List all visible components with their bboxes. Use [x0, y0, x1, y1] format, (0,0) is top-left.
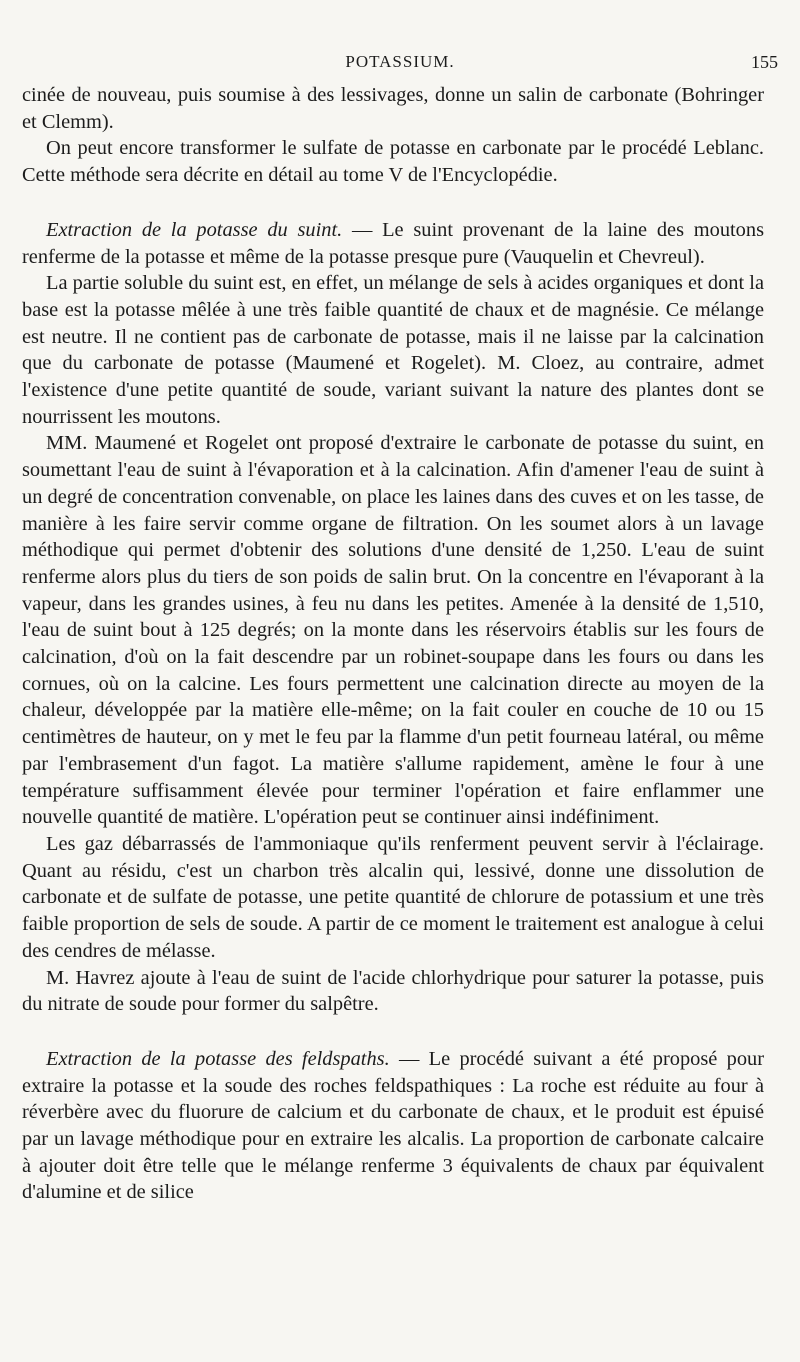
body-text [22, 82, 764, 1206]
paragraph: M. Havrez ajoute à l'eau de suint de l'acide chlorhydrique pour saturer la potasse, puis du nitrate de soude pour former du salpêtre. [22, 966, 764, 1016]
paragraph: La partie soluble du suint est, en effet, un mélange de sels à acides organiques et dont la base est la potasse mêlée à une très faible quantité de chaux et de magnésie. Ce mélange est neutre. Il ne contient pas de carbonate de potasse, mais il ne laisse par la calcination que du carbonate de potasse (Maumené et Rogelet). M. Cloez, au contraire, admet l'existence d'une petite quantité de soude, variant suivant la nature des plantes dont se nourrissent les moutons. [22, 272, 764, 428]
paragraph: Les gaz débarrassés de l'ammoniaque qu'ils renferment peuvent servir à l'éclairage. Quant au résidu, c'est un charbon très alcalin qui, lessivé, donne une dissolution de carbonate et de sulfate de potasse, une petite quantité de chlorure de potassium et une très faible proportion de sels de soude. A partir de ce moment le traitement est analogue à celui des cendres de mélasse. [22, 832, 764, 962]
section-heading-feldspaths: Extraction de la potasse des feldspaths. [46, 1047, 390, 1070]
paragraph: cinée de nouveau, puis soumise à des lessivages, donne un salin de carbonate (Bohringer et Clemm). [22, 84, 764, 133]
running-title: POTASSIUM. [345, 52, 455, 71]
paragraph: On peut encore transformer le sulfate de potasse en carbonate par le procédé Leblanc. Cette méthode sera décrite en détail au tome V de l'Encyclopédie. [22, 137, 764, 187]
running-head [22, 52, 778, 78]
section-paragraph-feldspaths: Extraction de la potasse des feldspaths. — Le procédé suivant a été proposé pour extraire la potasse et la soude des roches feldspathiques : La roche est réduite au four à réverbère avec du fluorure de calcium et du carbonate de chaux, et le produit est épuisé par un lavage méthodique pour en extraire les alcalis. La proportion de carbonate calcaire à ajouter doit être telle que le mélange renferme 3 équivalents de chaux par équivalent d'alumine et de silice [22, 1047, 764, 1204]
page-number: 155 [751, 52, 778, 72]
paragraph: MM. Maumené et Rogelet ont proposé d'extraire le carbonate de potasse du suint, en soumettant l'eau de suint à l'évaporation et à la calcination. Afin d'amener l'eau de suint à un degré de concentration convenable, on place les laines dans des cuves et on les tasse, de manière à les faire servir comme organe de filtration. On les soumet alors à un lavage méthodique qui permet d'obtenir des solutions d'une densité de 1,250. L'eau de suint renferme alors plus du tiers de son poids de salin brut. On la concentre en l'évaporant à la vapeur, dans les grandes usines, à feu nu dans les petites. Amenée à la densité de 1,510, l'eau de suint bout à 125 degrés; on la monte dans les réservoirs établis sur les fours de calcination, d'où on la fait descendre par un robinet-soupape dans les fours ou dans les cornues, où on la calcine. Les fours permettent une calcination directe au moyen de la chaleur, développée par la matière elle-même; on la fait couler en couche de 10 ou 15 centimètres de hauteur, on y met le feu par la flamme d'un petit fourneau latéral, ou même par l'embrasement d'un fagot. La matière s'allume rapidement, amène le four à une température suffisamment élevée pour terminer l'opération et faire enflammer une nouvelle quantité de matière. L'opération peut se continuer ainsi indéfiniment. [22, 432, 764, 829]
section-paragraph-suint: Extraction de la potasse du suint. — Le suint provenant de la laine des moutons renferme de la potasse et même de la potasse presque pure (Vauquelin et Chevreul). [22, 218, 764, 268]
section-heading-suint: Extraction de la potasse du suint. [46, 218, 343, 241]
